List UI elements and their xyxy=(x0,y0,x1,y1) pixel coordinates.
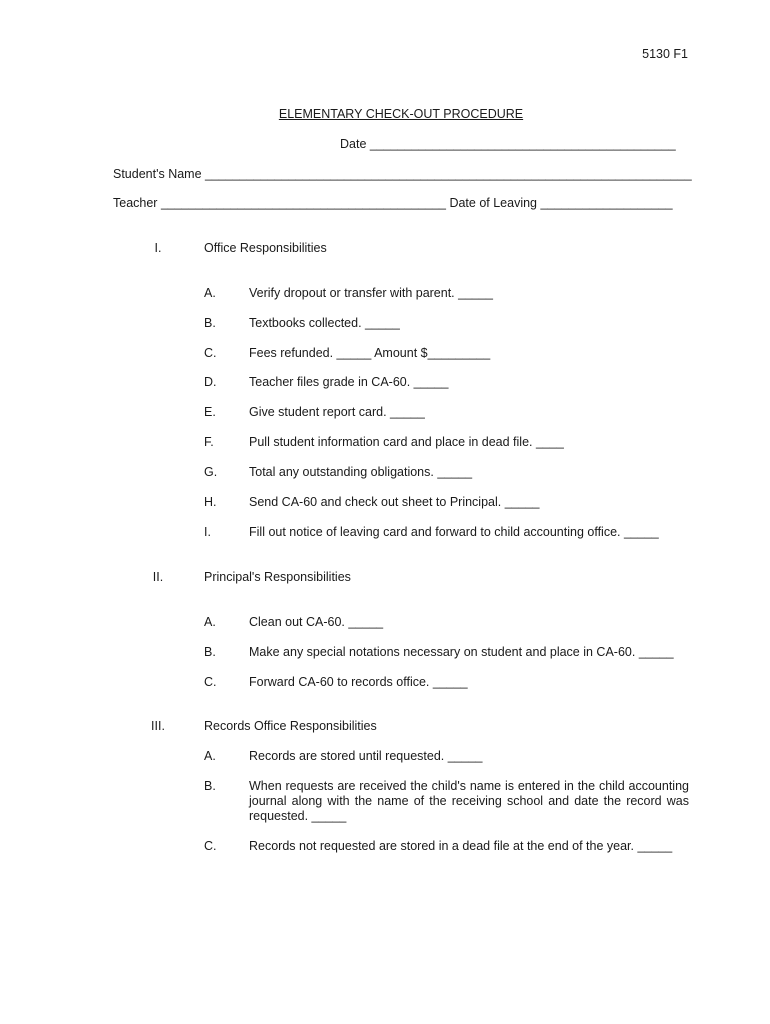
section-title: Principal's Responsibilities xyxy=(204,570,351,584)
item-text: Clean out CA-60. _____ xyxy=(249,615,384,629)
item-text: Forward CA-60 to records office. _____ xyxy=(249,675,468,689)
item-letter: D. xyxy=(204,375,217,389)
item-text: Give student report card. _____ xyxy=(249,405,425,419)
item-text: Textbooks collected. _____ xyxy=(249,316,400,330)
item-text: Records are stored until requested. _____ xyxy=(249,749,483,763)
students-name-field: Student's Name ______________________________________________________________________ xyxy=(113,167,692,181)
document-title: ELEMENTARY CHECK-OUT PROCEDURE xyxy=(278,107,524,121)
item-letter: F. xyxy=(204,435,214,449)
item-letter: G. xyxy=(204,465,218,479)
item-text: Records not requested are stored in a dead file at the end of the year. _____ xyxy=(249,839,673,853)
item-letter: C. xyxy=(204,346,217,360)
item-letter: B. xyxy=(204,316,216,330)
item-letter: B. xyxy=(204,645,216,659)
item-letter: A. xyxy=(204,749,216,763)
section-title: Records Office Responsibilities xyxy=(204,719,377,733)
section-numeral: I. xyxy=(154,241,162,255)
item-letter: C. xyxy=(204,675,217,689)
section-numeral: III. xyxy=(151,719,165,733)
item-text: When requests are received the child's name is entered in the child accounting journal along with the name of the receiving school and date the record was requested. _____ xyxy=(249,779,689,823)
item-text: Total any outstanding obligations. _____ xyxy=(249,465,473,479)
item-letter: E. xyxy=(204,405,216,419)
item-text: Fees refunded. _____ Amount $_________ xyxy=(249,346,491,360)
item-text: Teacher files grade in CA-60. _____ xyxy=(249,375,449,389)
item-letter: A. xyxy=(204,286,216,300)
item-text: Pull student information card and place in dead file. ____ xyxy=(249,435,564,449)
form-number: 5130 F1 xyxy=(642,47,688,61)
item-letter: I. xyxy=(204,525,211,539)
item-text: Verify dropout or transfer with parent. _____ xyxy=(249,286,493,300)
section-title: Office Responsibilities xyxy=(204,241,327,255)
item-letter: A. xyxy=(204,615,216,629)
teacher-and-date-of-leaving-field: Teacher _________________________________________ Date of Leaving ___________________ xyxy=(113,196,673,210)
item-text: Fill out notice of leaving card and forward to child accounting office. _____ xyxy=(249,525,659,539)
date-field: Date ____________________________________________ xyxy=(340,137,676,151)
section-numeral: II. xyxy=(152,570,164,584)
item-text: Send CA-60 and check out sheet to Principal. _____ xyxy=(249,495,540,509)
item-letter: H. xyxy=(204,495,217,509)
item-text: Make any special notations necessary on student and place in CA-60. _____ xyxy=(249,645,674,659)
item-letter: B. xyxy=(204,779,216,793)
item-letter: C. xyxy=(204,839,217,853)
